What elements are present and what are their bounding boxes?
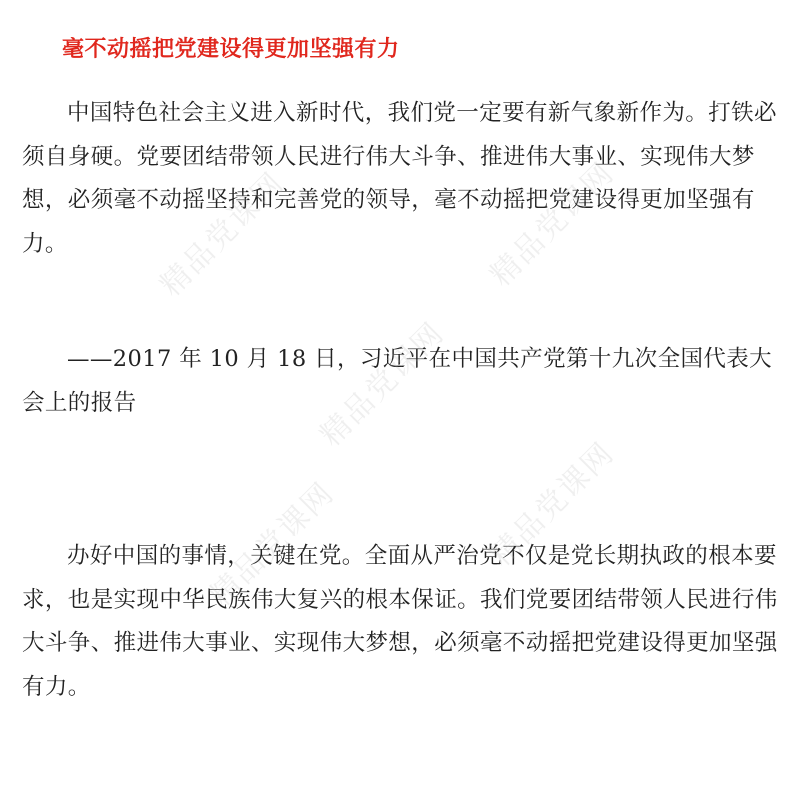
watermark: 精品党课网 — [203, 475, 342, 614]
paragraph-2: 办好中国的事情，关键在党。全面从严治党不仅是党长期执政的根本要求，也是实现中华民族伟大复兴的根本保证。我们党要团结带领人民进行伟大斗争、推进伟大事业、实现伟大梦想，必须毫不动摇把党建设得更加坚强有力。 — [22, 543, 778, 700]
watermark: 精品党课网 — [483, 435, 622, 574]
watermark: 精品党课网 — [153, 165, 292, 304]
watermark: 精品党课网 — [483, 155, 622, 294]
watermark: 精品党课网 — [313, 315, 452, 454]
document-title: 毫不动摇把党建设得更加坚强有力 — [62, 36, 400, 62]
quote-source: ——2017 年 10 月 18 日，习近平在中国共产党第十九次全国代表大会上的报告 — [22, 346, 773, 416]
paragraph-1: 中国特色社会主义进入新时代，我们党一定要有新气象新作为。打铁必须自身硬。党要团结带领人民进行伟大斗争、推进伟大事业、实现伟大梦想，必须毫不动摇坚持和完善党的领导，毫不动摇把党建设得更加坚强有力。 — [22, 100, 777, 257]
